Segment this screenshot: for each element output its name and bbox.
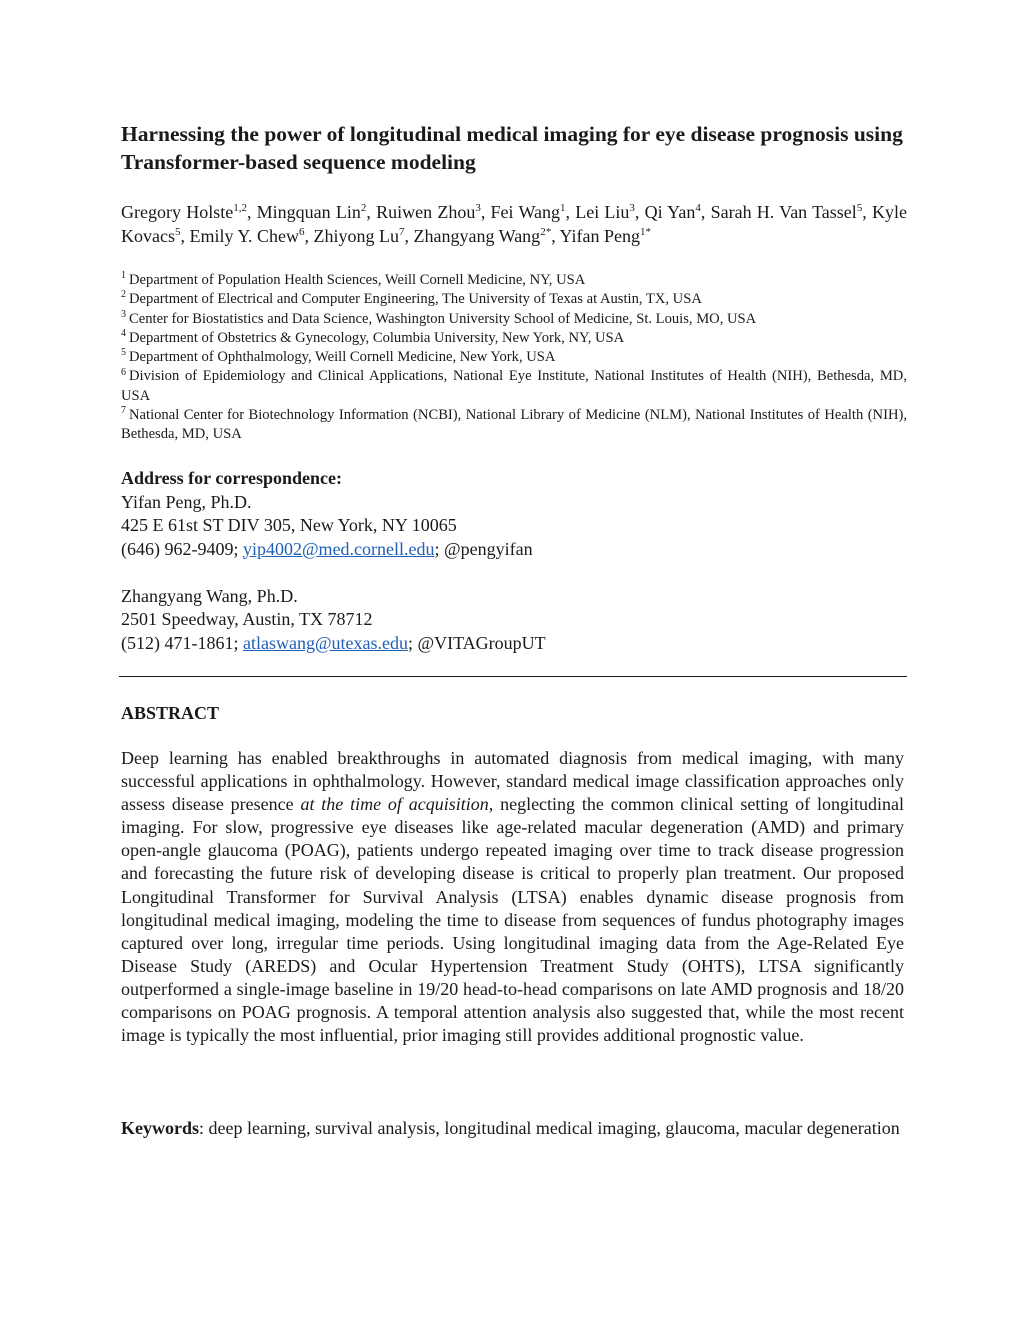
correspondence-heading: Address for correspondence:: [121, 468, 342, 488]
affiliation-number: 3: [121, 308, 126, 320]
affiliation: [121, 367, 907, 406]
affiliation-text: National Center for Biotechnology Information (NCBI), National Library of Medicine (NLM), National Institutes of Health (NIH), Bethesda, MD, USA: [121, 407, 907, 443]
affiliation-text: Department of Electrical and Computer Engineering, The University of Texas at Austin, TX, USA: [129, 291, 702, 308]
author-name: Zhiyong Lu: [313, 226, 399, 246]
keywords-label: Keywords: [121, 1118, 199, 1138]
abstract-heading: ABSTRACT: [121, 703, 220, 723]
affiliation-text: Department of Obstetrics & Gynecology, Columbia University, New York, NY, USA: [129, 329, 625, 346]
affiliation-number: 1: [121, 270, 126, 282]
correspondence-contact: [121, 585, 907, 656]
affiliation-number: 5: [121, 347, 126, 359]
author-affiliation-mark: 6: [299, 226, 305, 238]
affiliation-text: Department of Population Health Sciences, Weill Cornell Medicine, NY, USA: [129, 272, 586, 288]
author: Zhangyang Wang$^{2*}$,: [413, 226, 560, 246]
keywords: [121, 1117, 904, 1140]
affiliation-number: 2: [121, 289, 126, 301]
author-list: [121, 200, 907, 248]
author: [560, 226, 652, 246]
affiliation: [121, 348, 907, 367]
section-divider: [119, 676, 907, 677]
correspondence-section: [121, 467, 907, 655]
author-affiliation-mark: 2*: [540, 226, 552, 238]
author-affiliation-mark: 7: [399, 226, 405, 238]
author: Emily Y. Chew$^6$,: [189, 226, 314, 246]
contact-phone: (646) 962-9409;: [121, 538, 243, 559]
contact-name: Zhangyang Wang, Ph.D.: [121, 585, 298, 606]
affiliation-number: 7: [121, 405, 126, 417]
author: Gregory Holste$^{1,2}$,: [121, 202, 257, 222]
affiliation-list: [121, 271, 907, 445]
affiliation: [121, 290, 907, 309]
author-name: Emily Y. Chew: [189, 226, 299, 246]
author: Lei Liu$^3$,: [575, 202, 645, 222]
contact-phone: (512) 471-1861;: [121, 632, 243, 653]
author: Zhiyong Lu$^7$,: [313, 226, 414, 246]
author: Sarah H. Van Tassel$^5$,: [710, 202, 873, 222]
paper-title: Harnessing the power of longitudinal medical imaging for eye disease prognosis using Transformer-based sequence modeling: [121, 122, 903, 174]
contact-handle: ; @pengyifan: [434, 538, 533, 559]
contact-line: [121, 632, 907, 656]
affiliation: [121, 271, 907, 290]
author-affiliation-mark: 5: [856, 202, 863, 214]
author: Ruiwen Zhou$^3$,: [376, 202, 491, 222]
author-name: Yifan Peng: [559, 226, 641, 246]
affiliation: [121, 329, 907, 348]
author-name: Sarah H. Van Tassel: [710, 202, 857, 222]
author: Qi Yan$^4$,: [644, 202, 711, 222]
author-affiliation-mark: 2: [360, 202, 367, 214]
author-name: Kyle Kovacs: [121, 202, 908, 246]
author-affiliation-mark: 1*: [640, 226, 652, 238]
contact-name: Yifan Peng, Ph.D.: [121, 491, 252, 512]
affiliation-number: 6: [121, 366, 126, 378]
author-affiliation-mark: 3: [629, 202, 635, 214]
email-link[interactable]: yip4002@med.cornell.edu: [242, 538, 435, 559]
affiliation: [121, 406, 907, 445]
correspondence-contact: [121, 491, 907, 562]
author: Fei Wang$^1$,: [490, 202, 576, 222]
author-name: Zhangyang Wang: [413, 226, 541, 246]
author-name: Lei Liu: [575, 202, 630, 222]
contact-address: 2501 Speedway, Austin, TX 78712: [121, 609, 373, 629]
affiliation-text: Division of Epidemiology and Clinical Applications, National Eye Institute, National Institutes of Health (NIH), Bethesda, MD, USA: [121, 368, 907, 404]
affiliation-number: 4: [121, 328, 126, 340]
affiliation-text: Department of Ophthalmology, Weill Cornell Medicine, New York, USA: [129, 349, 556, 366]
author-affiliation-mark: 5: [174, 226, 181, 238]
author: Kyle Kovacs$^5$,: [121, 202, 908, 246]
affiliation-text: Center for Biostatistics and Data Science, Washington University School of Medicine, St. Louis, MO, USA: [129, 310, 757, 327]
contact-address: 425 E 61st ST DIV 305, New York, NY 10065: [121, 515, 457, 535]
author-name: Ruiwen Zhou: [376, 202, 476, 222]
contact-line: [121, 538, 907, 562]
abstract-emphasis: at the time of acquisition: [300, 794, 489, 815]
author-affiliation-mark: 1,2: [233, 202, 247, 214]
author-affiliation-mark: 3: [475, 202, 481, 214]
author-affiliation-mark: 4: [695, 202, 701, 214]
keywords-text: : deep learning, survival analysis, longitudinal medical imaging, glaucoma, macular degeneration: [199, 1118, 900, 1138]
author-name: Qi Yan: [644, 202, 696, 222]
affiliation: [121, 310, 907, 329]
author: Mingquan Lin$^2$,: [256, 202, 377, 222]
contact-handle: ; @VITAGroupUT: [408, 632, 546, 653]
email-link[interactable]: atlaswang@utexas.edu: [242, 632, 409, 653]
author-name: Gregory Holste: [121, 202, 234, 222]
author-name: Fei Wang: [490, 202, 560, 222]
abstract-text: Deep learning has enabled breakthroughs in automated diagnosis from medical imaging, with many successful applications in ophthalmology. However, standard medical image classification approaches only assess disease presence at the time of acquisition, neglecting the common clinical setting of longitudinal imaging. For slow, progressive eye diseases like age-related macular degeneration (AMD) and primary open-angle glaucoma (POAG), patients undergo repeated imaging over time to track disease progression and forecasting the future risk of developing disease is critical to properly plan treatment. Our proposed Longitudinal Transformer for Survival Analysis (LTSA) enables dynamic disease prognosis from longitudinal medical imaging, modeling the time to disease from sequences of fundus photography images captured over long, irregular time periods. Using longitudinal imaging data from the Age-Related Eye Disease Study (AREDS) and Ocular Hypertension Treatment Study (OHTS), LTSA significantly outperformed a single-image baseline in 19/20 head-to-head comparisons on late AMD prognosis and 18/20 comparisons on POAG prognosis. A temporal attention analysis also suggested that, while the most recent image is typically the most influential, prior imaging still provides additional prognostic value.: [121, 748, 904, 1046]
author-affiliation-mark: 1: [559, 202, 566, 214]
author-name: Mingquan Lin: [256, 202, 361, 222]
